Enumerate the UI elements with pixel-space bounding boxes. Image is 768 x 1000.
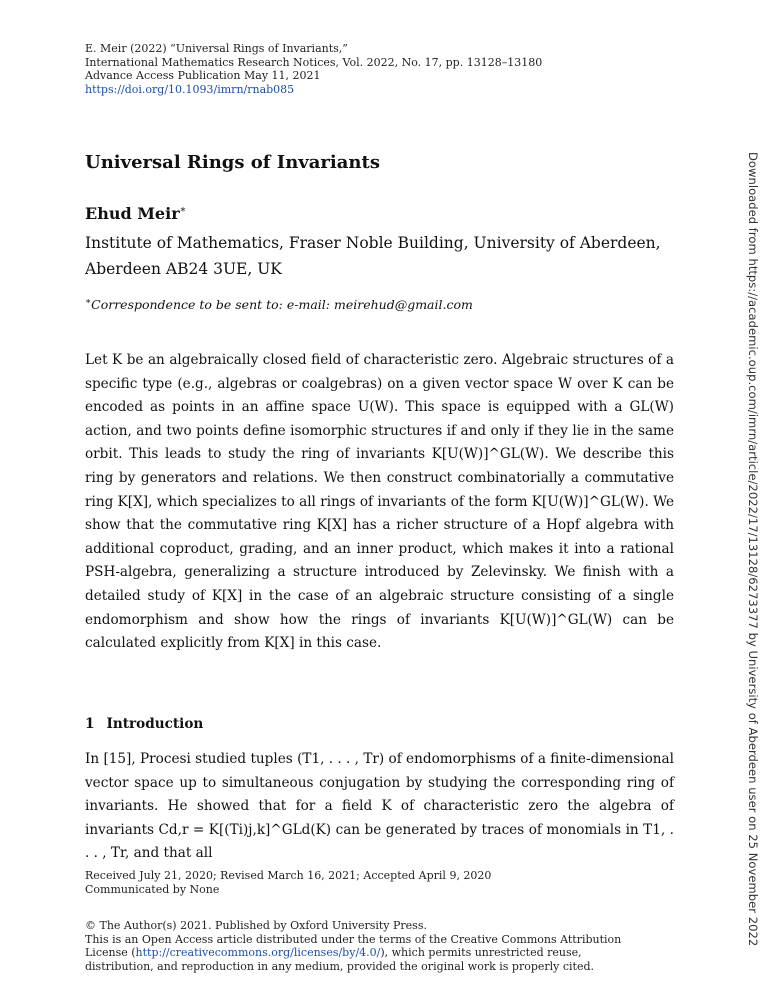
author-footnote-mark: ∗ — [179, 204, 187, 216]
abstract-paragraph: Let K be an algebraically closed field of characteristic zero. Algebraic structures of a specific type (e.g., algebras or coalgebras) on a given vector space W over K can be encoded as points in an affine space U(W). This space is equipped with a GL(W) action, and two points define isomorphic structures if and only if they lie in the same orbit. This leads to study the ring of invariants K[U(W)]^GL(W). We describe this ring by generators and relations. We then construct combinatorially a commutative ring K[X], which specializes to all rings of invariants of the form K[U(W)]^GL(W). We show that the commutative ring K[X] has a richer structure of a Hopf algebra with additional coproduct, grading, and an inner product, which makes it into a rational PSH-algebra, generalizing a structure introduced by Zelevinsky. We finish with a detailed study of K[X] in the case of an algebraic structure consisting of a single endomorphism and show how the rings of invariants K[U(W)]^GL(W) can be calculated explicitly from K[X] in this case. — [85, 352, 674, 652]
license-line: License (http://creativecommons.org/licenses/by/4.0/), which permits unrestricted reuse, — [85, 946, 582, 959]
doi-link[interactable]: https://doi.org/10.1093/imrn/rnab085 — [85, 82, 295, 96]
received-dates: Received July 21, 2020; Revised March 16, 2021; Accepted April 9, 2020 — [85, 869, 492, 882]
author-name: Ehud Meir — [85, 204, 180, 223]
download-watermark — [745, 152, 761, 947]
license-line: distribution, and reproduction in any medium, provided the original work is properly cited. — [85, 959, 595, 973]
communicated-by: Communicated by None — [85, 882, 220, 896]
author-block — [85, 204, 186, 223]
affiliation-line: Institute of Mathematics, Fraser Noble Building, University of Aberdeen, — [85, 234, 661, 252]
section-title: Introduction — [106, 716, 204, 732]
section-number: 1 — [85, 716, 95, 732]
citation-header — [85, 42, 542, 96]
license-link[interactable]: http://creativecommons.org/licenses/by/4.0/ — [135, 946, 381, 959]
license-line: This is an Open Access article distributed under the terms of the Creative Commons Attribution — [85, 932, 622, 946]
journal-line: International Mathematics Research Notices, Vol. 2022, No. 17, pp. 13128–13180 — [85, 55, 543, 69]
copyright-line: © The Author(s) 2021. Published by Oxford University Press. — [85, 919, 427, 932]
access-line: Advance Access Publication May 11, 2021 — [85, 69, 321, 82]
license-footer — [85, 919, 685, 973]
watermark-text: Downloaded from https://academic.oup.com/imrn/article/2022/17/13128/6273377 by University of Aberdeen user on 25 November 2022 — [746, 152, 760, 947]
correspondence-text: Correspondence to be sent to: e-mail: meirehud@gmail.com — [91, 297, 473, 313]
affiliation — [85, 230, 685, 282]
citation-line: E. Meir (2022) “Universal Rings of Invariants,” — [85, 42, 348, 55]
dates-block — [85, 869, 491, 896]
section-heading — [85, 716, 203, 732]
introduction-paragraph: In [15], Procesi studied tuples (T1, . . . , Tr) of endomorphisms of a finite-dimensional vector space up to simultaneous conjugation by studying the corresponding ring of invariants. He showed that for a field K of characteristic zero the algebra of invariants Cd,r = K[(Ti)j,k]^GLd(K) can be generated by traces of monomials in T1, . . . , Tr, and that all — [85, 751, 674, 862]
affiliation-line: Aberdeen AB24 3UE, UK — [85, 260, 282, 278]
correspondence-mark: ∗ — [85, 297, 92, 307]
paper-title: Universal Rings of Invariants — [85, 152, 380, 173]
correspondence-note — [85, 297, 473, 312]
